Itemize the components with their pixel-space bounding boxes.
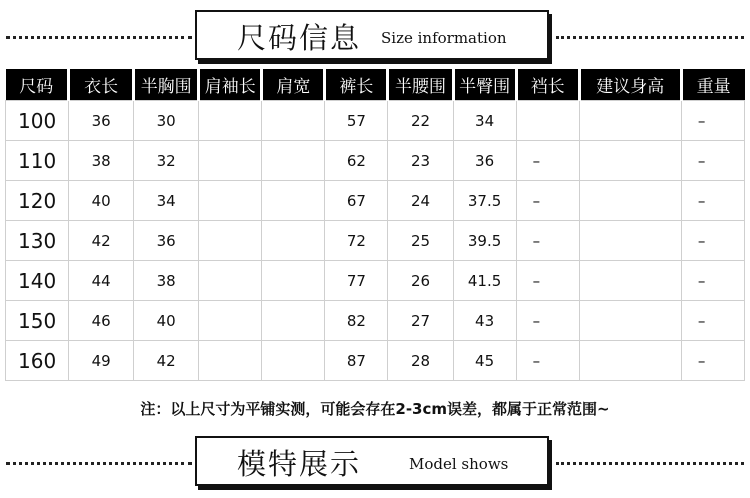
- dotted-divider-left: [6, 36, 192, 39]
- table-cell: [262, 181, 325, 221]
- size-cell: 110: [6, 141, 69, 181]
- table-cell: 67: [325, 181, 388, 221]
- table-cell: 45: [453, 341, 516, 381]
- table-cell: –: [516, 181, 579, 221]
- model-show-banner: [0, 436, 750, 490]
- table-cell: –: [516, 221, 579, 261]
- table-cell: –: [681, 101, 744, 141]
- table-cell: [199, 181, 262, 221]
- column-header: 半臀围: [453, 69, 516, 101]
- table-row: [6, 141, 745, 181]
- column-header: 肩宽: [262, 69, 325, 101]
- table-cell: 25: [388, 221, 453, 261]
- table-cell: 43: [453, 301, 516, 341]
- table-cell: 62: [325, 141, 388, 181]
- table-cell: 44: [69, 261, 134, 301]
- model-show-title-en: Model shows: [409, 455, 509, 473]
- table-cell: 42: [134, 341, 199, 381]
- table-cell: 49: [69, 341, 134, 381]
- table-cell: [262, 101, 325, 141]
- table-cell: 34: [453, 101, 516, 141]
- size-cell: 130: [6, 221, 69, 261]
- table-cell: [199, 341, 262, 381]
- table-cell: 40: [69, 181, 134, 221]
- measurement-note: 注：以上尺寸为平铺实测，可能会存在2-3cm误差，都属于正常范围~: [140, 400, 610, 418]
- table-cell: [579, 141, 681, 181]
- table-cell: [262, 141, 325, 181]
- table-cell: 77: [325, 261, 388, 301]
- table-cell: –: [681, 181, 744, 221]
- table-cell: 38: [134, 261, 199, 301]
- table-row: [6, 341, 745, 381]
- table-cell: 24: [388, 181, 453, 221]
- table-cell: [199, 101, 262, 141]
- table-row: [6, 181, 745, 221]
- column-header: 半胸围: [134, 69, 199, 101]
- table-cell: [262, 301, 325, 341]
- column-header: 裆长: [516, 69, 579, 101]
- table-cell: –: [516, 301, 579, 341]
- table-cell: 36: [134, 221, 199, 261]
- table-cell: 36: [69, 101, 134, 141]
- size-info-banner: [0, 10, 750, 64]
- dotted-divider-right: [556, 36, 744, 39]
- size-cell: 160: [6, 341, 69, 381]
- table-cell: 72: [325, 221, 388, 261]
- table-cell: [262, 261, 325, 301]
- model-show-title-cn: 模特展示: [237, 447, 362, 481]
- table-cell: [262, 341, 325, 381]
- table-cell: –: [516, 141, 579, 181]
- column-header: 裤长: [325, 69, 388, 101]
- table-cell: [579, 101, 681, 141]
- table-cell: 36: [453, 141, 516, 181]
- table-cell: –: [681, 141, 744, 181]
- table-cell: 23: [388, 141, 453, 181]
- dotted-divider-left: [6, 462, 192, 465]
- column-header: 尺码: [6, 69, 69, 101]
- table-cell: 41.5: [453, 261, 516, 301]
- size-cell: 120: [6, 181, 69, 221]
- table-cell: 27: [388, 301, 453, 341]
- table-cell: [199, 301, 262, 341]
- column-header: 肩袖长: [199, 69, 262, 101]
- table-cell: 38: [69, 141, 134, 181]
- table-cell: [579, 221, 681, 261]
- table-cell: [199, 141, 262, 181]
- table-cell: 26: [388, 261, 453, 301]
- column-header: 重量: [681, 69, 744, 101]
- size-table: [5, 69, 745, 381]
- column-header: 建议身高: [579, 69, 681, 101]
- table-cell: –: [681, 301, 744, 341]
- table-row: [6, 301, 745, 341]
- table-cell: [516, 101, 579, 141]
- table-cell: [199, 221, 262, 261]
- table-cell: 37.5: [453, 181, 516, 221]
- table-cell: [199, 261, 262, 301]
- table-cell: –: [681, 341, 744, 381]
- table-row: [6, 221, 745, 261]
- table-cell: –: [681, 261, 744, 301]
- table-cell: 40: [134, 301, 199, 341]
- table-row: [6, 261, 745, 301]
- column-header: 半腰围: [388, 69, 453, 101]
- table-cell: 39.5: [453, 221, 516, 261]
- size-cell: 140: [6, 261, 69, 301]
- size-info-title-en: Size information: [381, 29, 507, 47]
- dotted-divider-right: [556, 462, 744, 465]
- model-show-title-box: [195, 436, 549, 486]
- column-header: 衣长: [69, 69, 134, 101]
- table-cell: 46: [69, 301, 134, 341]
- table-cell: [579, 261, 681, 301]
- table-cell: [579, 301, 681, 341]
- table-cell: –: [516, 341, 579, 381]
- table-cell: 32: [134, 141, 199, 181]
- size-info-title-cn: 尺码信息: [237, 21, 362, 55]
- table-cell: 42: [69, 221, 134, 261]
- table-cell: 87: [325, 341, 388, 381]
- table-cell: 34: [134, 181, 199, 221]
- table-cell: –: [681, 221, 744, 261]
- table-cell: [579, 341, 681, 381]
- table-cell: [262, 221, 325, 261]
- table-row: [6, 101, 745, 141]
- size-cell: 150: [6, 301, 69, 341]
- table-cell: –: [516, 261, 579, 301]
- table-header-row: [6, 69, 745, 101]
- table-cell: 82: [325, 301, 388, 341]
- table-cell: [579, 181, 681, 221]
- table-cell: 22: [388, 101, 453, 141]
- table-cell: 57: [325, 101, 388, 141]
- size-cell: 100: [6, 101, 69, 141]
- size-info-title-box: [195, 10, 549, 60]
- table-cell: 30: [134, 101, 199, 141]
- table-cell: 28: [388, 341, 453, 381]
